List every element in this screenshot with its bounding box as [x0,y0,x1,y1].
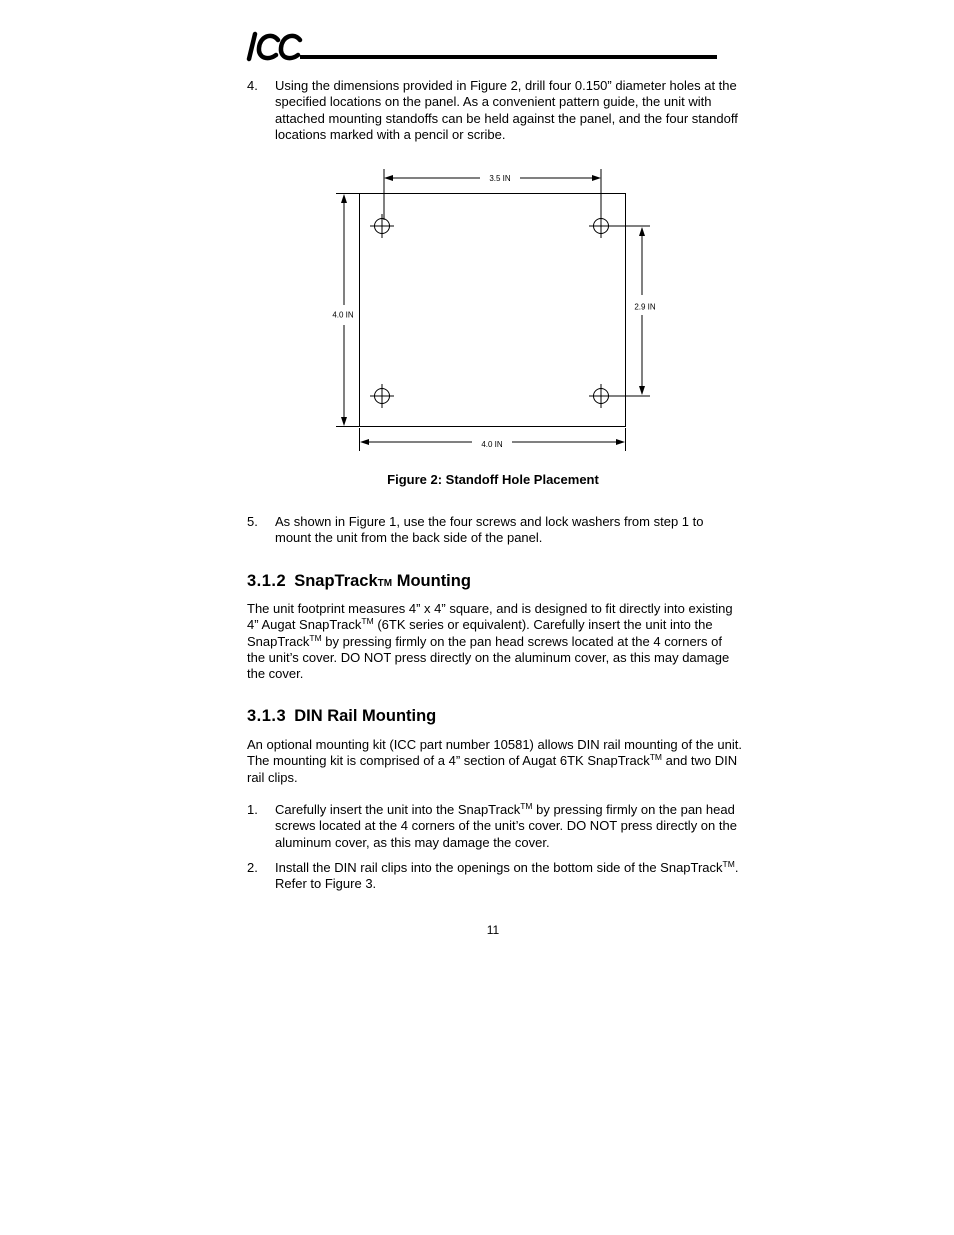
section-title: SnapTrack [294,572,378,590]
trademark-mark: TM [377,578,393,589]
step-4 [247,78,742,143]
section-heading-snaptrack [247,572,471,591]
dim-left-label: 4.0 IN [332,310,354,320]
header-rule [300,55,717,59]
dim-bottom-label: 4.0 IN [481,440,503,449]
section-number: 3.1.3 [247,707,287,725]
step-number: 2. [247,860,258,875]
section-heading-din-rail [247,707,436,726]
trademark-mark: TM [649,752,662,763]
din-step-2 [247,860,742,893]
section-number: 3.1.2 [247,572,287,590]
paragraph-text: by pressing firmly on the pan head screws located at the 4 corners of the unit’s cover. DO NOT press directly on the aluminum cover, as this may damage the cover. [247,633,730,682]
paragraph-text: (6TK series or equivalent). Carefully insert the unit into the SnapTrack [247,617,713,649]
hole-bottom-right [589,384,613,408]
hole-bottom-left [370,384,394,408]
paragraph-text: An optional mounting kit (ICC part number 10581) allows DIN rail mounting of the unit. The mounting kit is comprised of a 4” section of Augat 6TK SnapTrack [247,737,742,769]
paragraph-text: and two DIN rail clips. [247,753,738,785]
trademark-mark: TM [520,801,533,811]
step-text: Using the dimensions provided in Figure 2, drill four 0.150” diameter holes at the specified locations on the panel. As a convenient pattern guide, the unit with attached mounting standoffs can be held against the panel, and the four standoff locations marked with a pencil or scribe. [275,78,738,142]
step-number: 4. [247,78,258,93]
section-title-rest: Mounting [392,572,471,590]
standoff-hole-diagram [320,165,660,455]
step-text [275,802,742,851]
hole-top-left [370,214,394,238]
step-text [275,860,742,893]
step-text-part: Carefully insert the unit into the SnapTrack [275,802,521,817]
figure-caption: Figure 2: Standoff Hole Placement [387,472,599,487]
dim-right-label: 2.9 IN [634,302,656,312]
dim-top-label: 3.5 IN [489,174,511,183]
step-text: As shown in Figure 1, use the four screws and lock washers from step 1 to mount the unit from the back side of the panel. [275,514,704,546]
trademark-mark: TM [309,632,322,643]
din-step-1 [247,802,742,851]
trademark-mark: TM [722,859,735,869]
panel-outline [360,194,626,427]
step-5 [247,514,742,547]
page-number: 11 [486,923,500,937]
trademark-mark: TM [361,616,374,627]
step-text-part: . Refer to Figure 3. [275,860,739,892]
paragraph-din-rail [247,737,742,786]
paragraph-text: The unit footprint measures 4” x 4” square, and is designed to fit directly into existing 4” Augat SnapTrack [247,601,733,633]
paragraph-snaptrack [247,601,742,682]
section-title: DIN Rail Mounting [294,707,437,725]
step-text-part: Install the DIN rail clips into the openings on the bottom side of the SnapTrack [275,860,723,875]
step-text-part: by pressing firmly on the pan head screws located at the 4 corners of the unit’s cover. DO NOT press directly on the aluminum cover, as this may damage the cover. [275,802,737,850]
icc-logo [246,26,306,66]
step-number: 5. [247,514,258,529]
step-number: 1. [247,802,258,817]
